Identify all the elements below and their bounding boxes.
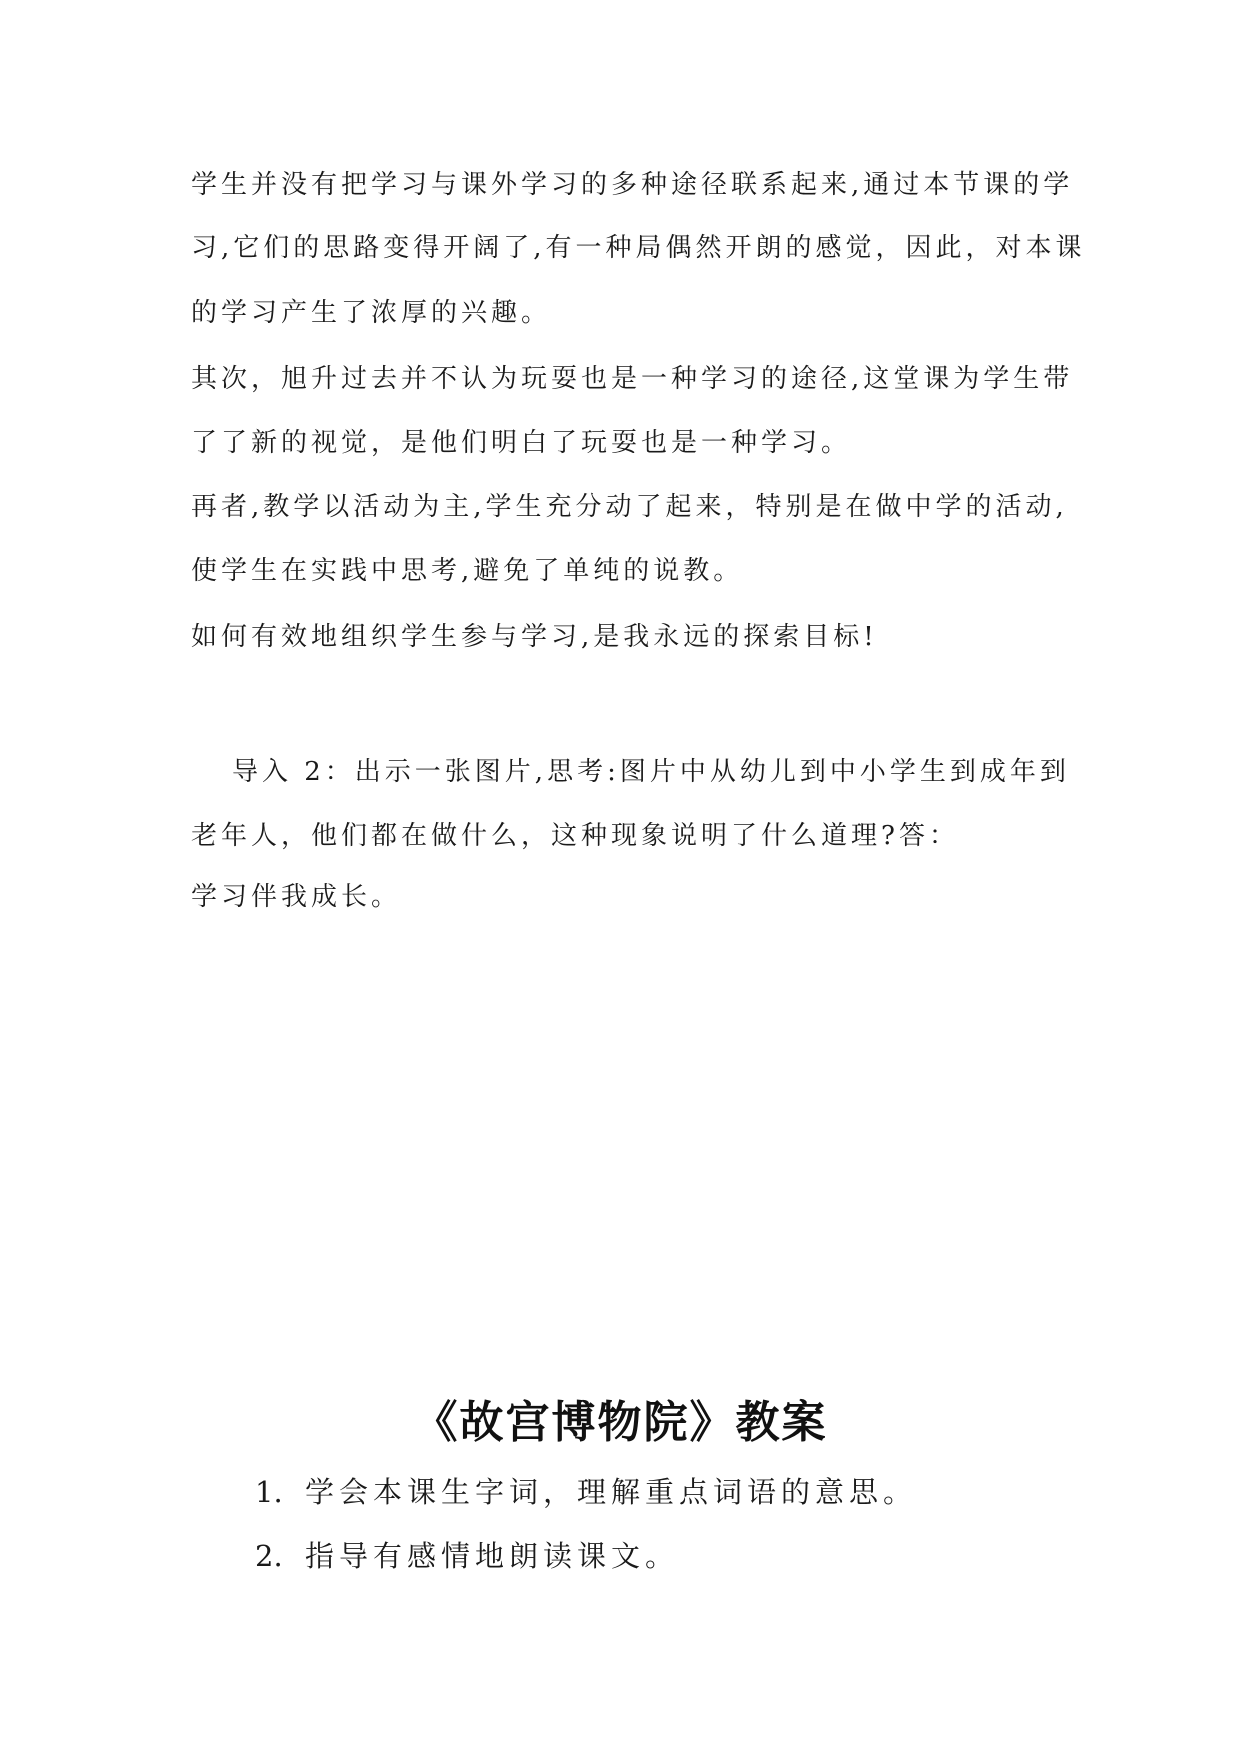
paragraph-line: 使学生在实践中思考,避免了单纯的说教。 <box>191 556 744 586</box>
paragraph-line: 学生并没有把学习与课外学习的多种途径联系起来,通过本节课的学 <box>191 170 1074 200</box>
objective-item <box>255 1534 679 1575</box>
paragraph-line: 习,它们的思路变得开阔了,有一种局偶然开朗的感觉，因此，对本课 <box>191 233 1086 263</box>
intro-line: 导入 2：出示一张图片,思考:图片中从幼儿到中小学生到成年到 <box>232 757 1070 787</box>
lesson-title: 《故宫博物院》教案 <box>413 1397 828 1448</box>
intro-line: 老年人，他们都在做什么，这种现象说明了什么道理?答： <box>191 821 959 851</box>
paragraph-line: 如何有效地组织学生参与学习,是我永远的探索目标! <box>191 622 878 652</box>
paragraph-line: 再者,教学以活动为主,学生充分动了起来，特别是在做中学的活动, <box>191 492 1068 522</box>
objective-text: 学会本课生字词，理解重点词语的意思。 <box>305 1475 918 1509</box>
objective-number: 2. <box>255 1539 283 1573</box>
objective-number: 1. <box>255 1475 283 1509</box>
paragraph-line: 了了新的视觉，是他们明白了玩耍也是一种学习。 <box>191 428 852 458</box>
objective-text: 指导有感情地朗读课文。 <box>305 1539 680 1573</box>
intro-answer: 学习伴我成长。 <box>191 882 402 912</box>
objective-item <box>255 1470 917 1511</box>
paragraph-line: 的学习产生了浓厚的兴趣。 <box>191 298 552 328</box>
paragraph-line: 其次，旭升过去并不认为玩耍也是一种学习的途径,这堂课为学生带 <box>191 364 1074 394</box>
